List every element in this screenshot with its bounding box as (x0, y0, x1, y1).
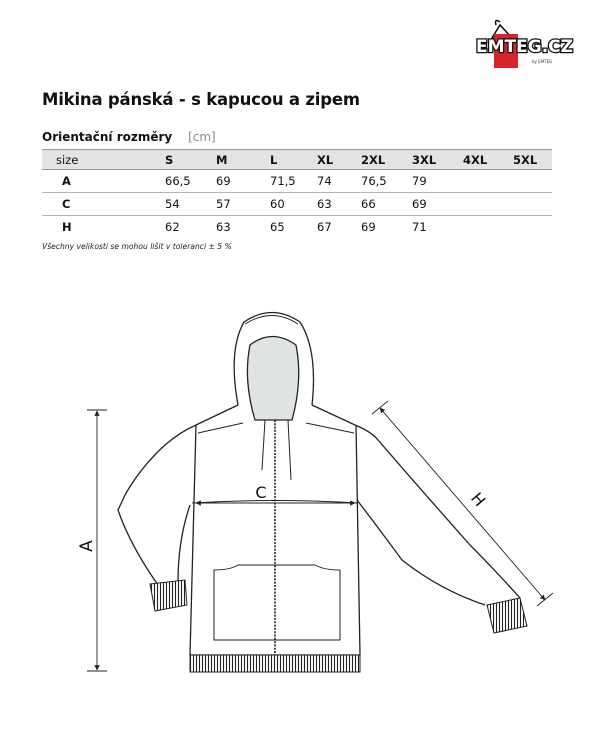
table-cell: 69 (361, 220, 376, 234)
row-label: H (62, 220, 72, 234)
page-title: Mikina pánská - s kapucou a zipem (42, 90, 360, 109)
drawstring-left (262, 420, 265, 470)
size-table (42, 149, 552, 238)
col-header: 4XL (463, 150, 513, 170)
hoodie-body (118, 405, 520, 655)
table-cell: 66 (361, 193, 412, 216)
table-cell: 69 (216, 170, 270, 193)
measure-h-line (380, 408, 545, 600)
brand-tagline: by EMTEG (532, 59, 553, 64)
row-label: C (42, 193, 165, 216)
table-heading-label: Orientační rozměry (42, 130, 173, 144)
right-cuff (487, 598, 527, 633)
measure-h-tick-top (372, 401, 388, 414)
left-cuff (150, 580, 187, 611)
table-heading (42, 130, 216, 144)
col-header: XL (317, 150, 361, 170)
table-cell: 76,5 (361, 170, 412, 193)
table-cell: 69 (412, 193, 463, 216)
col-header: S (165, 150, 216, 170)
col-header: 2XL (361, 150, 412, 170)
table-cell (513, 170, 552, 193)
table-cell: 63 (216, 220, 231, 234)
table-cell (513, 216, 552, 239)
size-table-header (42, 150, 552, 170)
table-row (42, 216, 552, 239)
table-row (42, 170, 552, 193)
tolerance-note: Všechny velikosti se mohou lišit v toleranci ± 5 % (42, 242, 232, 251)
measure-c-label: C (255, 483, 267, 502)
table-cell: 60 (270, 193, 317, 216)
table-cell: 65 (270, 220, 285, 234)
table-cell (513, 193, 552, 216)
col-header: L (270, 150, 317, 170)
table-unit: [cm] (188, 130, 216, 144)
drawstring-right (288, 420, 291, 480)
left-yoke-seam (198, 423, 243, 433)
front-pocket (214, 565, 340, 640)
table-cell: 67 (317, 220, 332, 234)
hood-inner (247, 337, 298, 421)
table-cell: 62 (165, 220, 180, 234)
table-cell: 74 (317, 170, 361, 193)
table-cell: 66,5 (165, 170, 216, 193)
table-cell: 71,5 (270, 170, 317, 193)
table-cell: 63 (317, 193, 361, 216)
measure-a-label: A (77, 540, 97, 552)
brand-name: EMTEG.CZ (476, 37, 573, 57)
left-sleeve-inner (178, 505, 190, 582)
col-header: 3XL (412, 150, 463, 170)
col-header: M (216, 150, 270, 170)
table-row (42, 193, 552, 216)
table-cell (463, 216, 513, 239)
row-label: A (42, 170, 165, 193)
hoodie-diagram (0, 300, 595, 730)
waistband (190, 655, 360, 672)
table-cell: 71 (412, 220, 427, 234)
measure-h-label: H (467, 488, 490, 511)
right-sleeve-inner (357, 500, 485, 605)
table-cell (463, 193, 513, 216)
col-header: size (42, 150, 165, 170)
table-cell: 79 (412, 170, 463, 193)
table-cell: 54 (165, 193, 216, 216)
right-yoke-seam (306, 423, 354, 433)
col-header: 5XL (513, 150, 552, 170)
table-cell: 57 (216, 193, 270, 216)
measure-h-tick-bottom (537, 593, 553, 606)
emteg-logo (470, 16, 573, 74)
table-cell (463, 170, 513, 193)
